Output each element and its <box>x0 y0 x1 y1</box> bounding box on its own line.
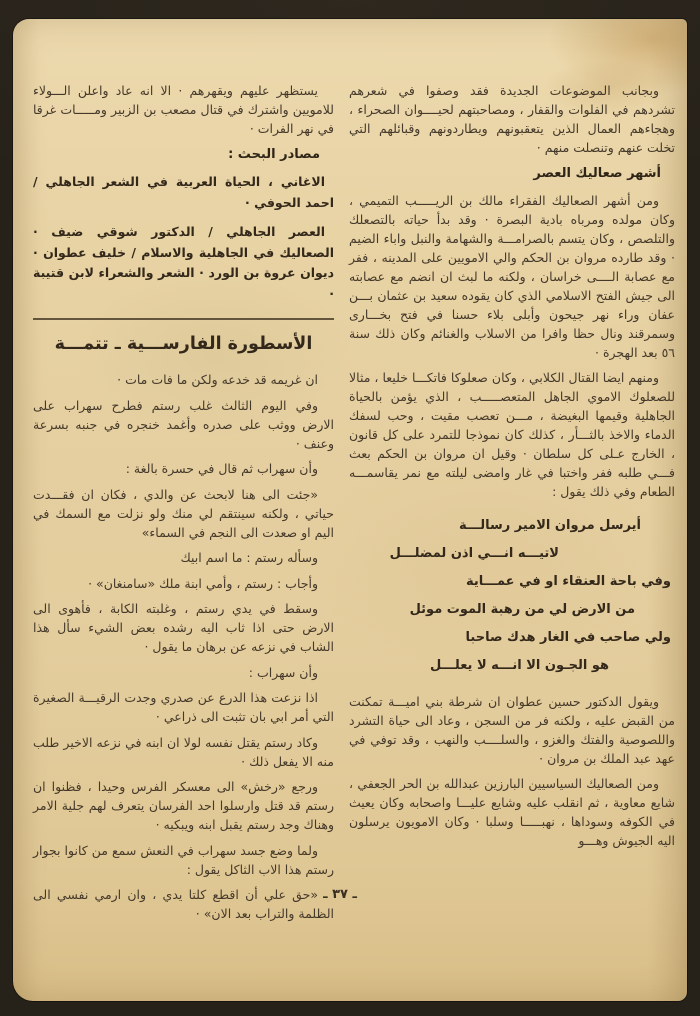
story-paragraph: وفي اليوم الثالث غلب رستم فطرح سهراب على الارض ووثب على صدره وأغمد خنجره في جنبه بسرعة وعنف · <box>33 397 334 451</box>
poem-block <box>349 512 675 680</box>
source-entry: العصر الجاهلي / الدكتور شوقي ضيف · الصعاليك في الجاهلية والاسلام / خليف عطوان · ديوان عروة بن الورد · الشعر والشعراء لابن قتيبة · <box>33 224 334 301</box>
story-paragraph: وسأله رستم : ما اسم ابيك <box>180 550 318 565</box>
story-paragraph-quote: «جئت الى هنا لابحث عن والدي ، فكان ان فقـــدت حياتي ، ولكنه سينتقم لي منك ولو نزلت مع السمك في اليم او صعدت الى النجم في السماء» <box>33 486 334 540</box>
story-paragraph: وأن سهراب : <box>248 664 318 680</box>
paragraph-abdullah-ibn-alhurr: ومن الصعاليك السياسيين البارزين عبدالله بن الحر الجعفي ، شايع معاوية ، ثم انقلب عليه وشايع عليـــا واصحابه وكان يعيث في الكوفه وسوداها ، نهبـــــا وسلبا · وكان الامويون يرسلون اليه الجيوش وهـــو <box>349 776 675 848</box>
poem-line: ولي صاحب في الغار هدك صاحبا <box>465 630 671 645</box>
right-column <box>349 81 675 930</box>
article-heading-persian-legend: الأسطورة الفارســـية ـ تتمـــة <box>54 334 313 354</box>
page-content <box>33 81 675 1001</box>
poem-line: هو الجـون الا انـــه لا يعلـــل <box>429 658 609 673</box>
story-paragraph: اذا نزعت هذا الدرع عن صدري وجدت الرقيـــة الصغيرة التي أمر ابي بان تثبت الى ذراعي · <box>33 690 334 724</box>
section-heading-famous-sualik: أشهر صعاليك العصر <box>533 166 661 181</box>
sources-heading: مصادر البحث : <box>228 147 320 162</box>
story-paragraph-quote: «حق علي أن اقطع كلتا يدي ، وان ارمي نفسي الى الظلمة والتراب بعد الان» · <box>33 887 334 921</box>
left-column <box>33 81 334 930</box>
poem-line: أيرسل مروان الامير رسالـــة <box>459 518 641 533</box>
story-paragraph: ولما وضع جسد سهراب في النعش سمع من كانوا بجوار رستم هذا الاب الثاكل يقول : <box>33 842 334 877</box>
poem-line: من الارض لي من رهبة الموت موئل <box>409 602 635 617</box>
poem-line: لاتيـــه انـــي اذن لمضلـــل <box>389 546 559 561</box>
story-paragraph: وأجاب : رستم ، وأمي ابنة ملك «سامنغان» · <box>88 575 318 591</box>
story-paragraph: وكاد رستم يقتل نفسه لولا ان ابنه في نزعه الاخير طلب منه الا يفعل ذلك · <box>33 734 334 769</box>
page-paper <box>13 19 687 1001</box>
poem-line: وفي باحة العنقاء او في عمـــاية <box>465 574 671 589</box>
paragraph-intro: وبجانب الموضوعات الجديدة فقد وصفوا في شعرهم تشردهم في الفلوات والقفار ، ومصاحبتهم لحيــــوان الصحراء ، وهجاءهم العمال الذين يتعقبونهم ويطاردونهم وقبائلهم التي تخلت عنهم وتنصلت منهم · <box>349 83 675 155</box>
story-paragraph: ان غريمه قد خدعه ولكن ما فات مات · <box>117 372 318 387</box>
page-number: ـ ٣٧ ـ <box>323 887 357 902</box>
paragraph-alqattal-alkilabi: ومنهم ايضا القتال الكلابي ، وكان صعلوكا فاتكـــا خليعا ، مثالا للصعلوك الاموي الجاهل المتعصـــــب ، الذي يؤمن بالحياة الجاهلية وقيمها البغيضة ، مـــن تعصب مقيت ، وحب لسفك الدماء والاخذ بالثـــأر ، كذلك كان نموذجا للتمرد على كل قانون ، الخارج عـلى كل سلطان · وقيل ان مروان بن الحكم بعث فـــي طلبه ففر واختبا في غار وامضى ليلته مع نمر يقاسمـــه الطعام وفي ذلك يقول : <box>349 370 675 499</box>
two-column-layout <box>33 81 675 930</box>
section-divider-line <box>33 318 334 320</box>
source-entry: الاغاني ، الحياة العربية في الشعر الجاهلي / احمد الحوفي · <box>33 174 334 210</box>
paragraph-continuation: يستظهر عليهم ويقهرهم · الا انه عاد واعلن الـــولاء للامويين واشترك في قتال مصعب بن الزبير ومـــــات غرقا في نهر الفرات · <box>33 83 334 136</box>
story-paragraph: وسقط في يدي رستم ، وغلبته الكابة ، فأهوى الى الارض حتى اذا ثاب اليه رشده بعض الشيء سأل هذا الشاب في نزعه عن برهان ما يقول · <box>33 601 334 654</box>
story-paragraph: ورجع «رخش» الى معسكر الفرس وحيدا ، فظنوا ان رستم قد قتل وارسلوا احد الفرسان يتعرف لهم جلية الامر وهناك وجد رستم يقبل ابنه ويبكيه · <box>33 779 334 832</box>
paragraph-husayn-atwan: ويقول الدكتور حسين عطوان ان شرطة بني اميـــة تمكنت من القبض عليه ، ولكنه فر من السجن ، وعاد الى حياة التشرد واللصوصية والفتك والغزو ، والسلــــب والنهب ، وقد توفي في عهد عبد الملك بن مروان · <box>349 694 675 766</box>
story-paragraph: وأن سهراب ثم قال في حسرة بالغة : <box>125 461 318 476</box>
paragraph-malik-ibn-alrayb: ومن أشهر الصعاليك الفقراء مالك بن الريـــــب التميمي ، وكان مولده ومرباه بادية البصرة · وقد بدأ حياته بالتصعلك والتلصص ، وكان يتسم بالصرامـــة والشهامة والنبل واباء الضيم · وقد طارده مروان بن الحكم والي الامويين على المدينه ، ففر مع عصابة الــــى خراسان ، ولكنه ما لبث ان انضم مع عصابته الى جيش الفتح الاسلامي الذي كان يقوده سعيد بن عثمان بـــن عفان وراء نهر جيحون وأبلى بلاء حسنا في فتح بخـــارى وسمرقند ونال حظا وافرا من الاسلاب والغنائم وكان ذلك سنة ٥٦ بعد الهجرة · <box>349 193 675 360</box>
